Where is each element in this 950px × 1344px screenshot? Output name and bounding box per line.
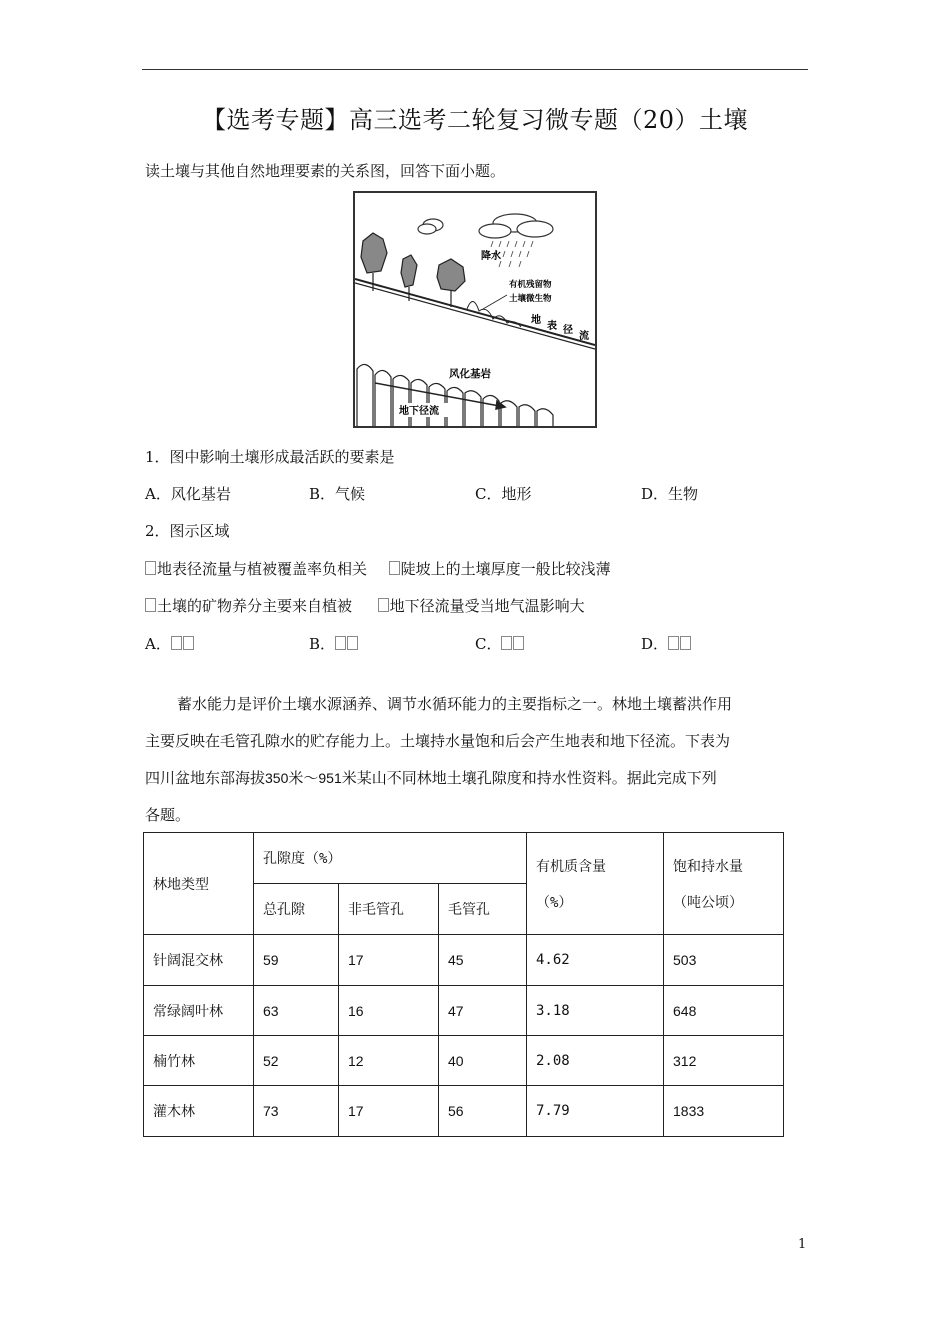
passage-line-3a: 四川盆地东部海拔 <box>145 769 266 787</box>
q2-statements-line2 <box>145 595 585 616</box>
q2-stem: 2．图示区域 <box>145 522 230 540</box>
q2-option-a[interactable]: A． <box>145 633 195 654</box>
q1-option-c[interactable]: C．地形 <box>475 485 532 503</box>
header-organic: 有机质含量 （%） <box>527 833 664 935</box>
passage-line-3b: 米～ <box>288 769 319 787</box>
missing-glyph-icon <box>389 561 400 575</box>
intro-text: 读土壤与其他自然地理要素的关系图，回答下面小题。 <box>145 162 506 180</box>
altitude-low: 350 <box>265 770 289 786</box>
header-total-porosity: 总孔隙 <box>254 884 339 935</box>
soil-data-table <box>143 832 784 1137</box>
q2-statement-2: 陡坡上的土壤厚度一般比较浅薄 <box>400 560 611 578</box>
header-noncapillary: 非毛管孔 <box>339 884 439 935</box>
page-number: 1 <box>798 1237 807 1252</box>
q1-stem: 1．图中影响土壤形成最活跃的要素是 <box>145 448 395 466</box>
q2-statement-3: 土壤的矿物养分主要来自植被 <box>157 597 353 615</box>
header-capillary: 毛管孔 <box>439 884 527 935</box>
q1-option-d[interactable]: D．生物 <box>641 485 699 503</box>
table-row: 常绿阔叶林 63 16 47 3.18 648 <box>144 986 784 1036</box>
ground-slope <box>355 279 595 349</box>
surface-runoff-label-3: 径 <box>563 325 573 336</box>
microbe-label: 土壤微生物 <box>509 294 552 304</box>
soil-relationship-figure <box>353 191 597 428</box>
altitude-high: 951 <box>318 770 342 786</box>
passage-line-3c: 米某山不同林地土壤孔隙度和持水性资料。据此完成下列 <box>341 769 717 787</box>
bedrock-label: 风化基岩 <box>449 368 491 380</box>
q1-option-a[interactable]: A．风化基岩 <box>145 485 231 503</box>
page-title: 【选考专题】高三选考二轮复习微专题（20）土壤 <box>201 106 749 134</box>
q2-option-b[interactable]: B． <box>309 633 359 654</box>
soil-diagram-svg <box>355 193 595 426</box>
table-row: 灌木林 73 17 56 7.79 1833 <box>144 1086 784 1137</box>
passage-line-4: 各题。 <box>145 806 191 824</box>
header-saturated-water: 饱和持水量 （吨公顷） <box>664 833 784 935</box>
q2-statement-1: 地表径流量与植被覆盖率负相关 <box>157 560 368 578</box>
table-row: 针阔混交林 59 17 45 4.62 503 <box>144 935 784 986</box>
header-forest-type: 林地类型 <box>144 833 254 935</box>
cloud-icon <box>418 214 553 238</box>
q2-option-d[interactable]: D． <box>641 633 692 654</box>
q1-option-b[interactable]: B．气候 <box>309 485 366 503</box>
surface-runoff-label-2: 表 <box>547 321 557 332</box>
missing-glyph-icon <box>145 598 156 612</box>
q2-statement-4: 地下径流量受当地气温影响大 <box>389 597 585 615</box>
q2-statements-line1 <box>145 558 611 579</box>
missing-glyph-icon <box>378 598 389 612</box>
surface-runoff-label-4: 流 <box>579 331 589 342</box>
missing-glyph-icon <box>145 561 156 575</box>
passage-line-1: 蓄水能力是评价土壤水源涵养、调节水循环能力的主要指标之一。林地土壤蓄洪作用 <box>177 695 733 713</box>
surface-runoff-label-1: 地 <box>531 315 541 326</box>
table-row: 楠竹林 52 12 40 2.08 312 <box>144 1036 784 1086</box>
rain-label: 降水 <box>481 251 501 262</box>
header-rule <box>142 69 808 70</box>
passage <box>145 686 805 834</box>
header-porosity: 孔隙度（%） <box>254 833 527 884</box>
organic-label: 有机残留物 <box>509 280 552 290</box>
passage-line-2: 主要反映在毛管孔隙水的贮存能力上。土壤持水量饱和后会产生地表和地下径流。下表为 <box>145 732 731 750</box>
groundwater-label: 地下径流 <box>399 406 439 417</box>
q2-option-c[interactable]: C． <box>475 633 525 654</box>
